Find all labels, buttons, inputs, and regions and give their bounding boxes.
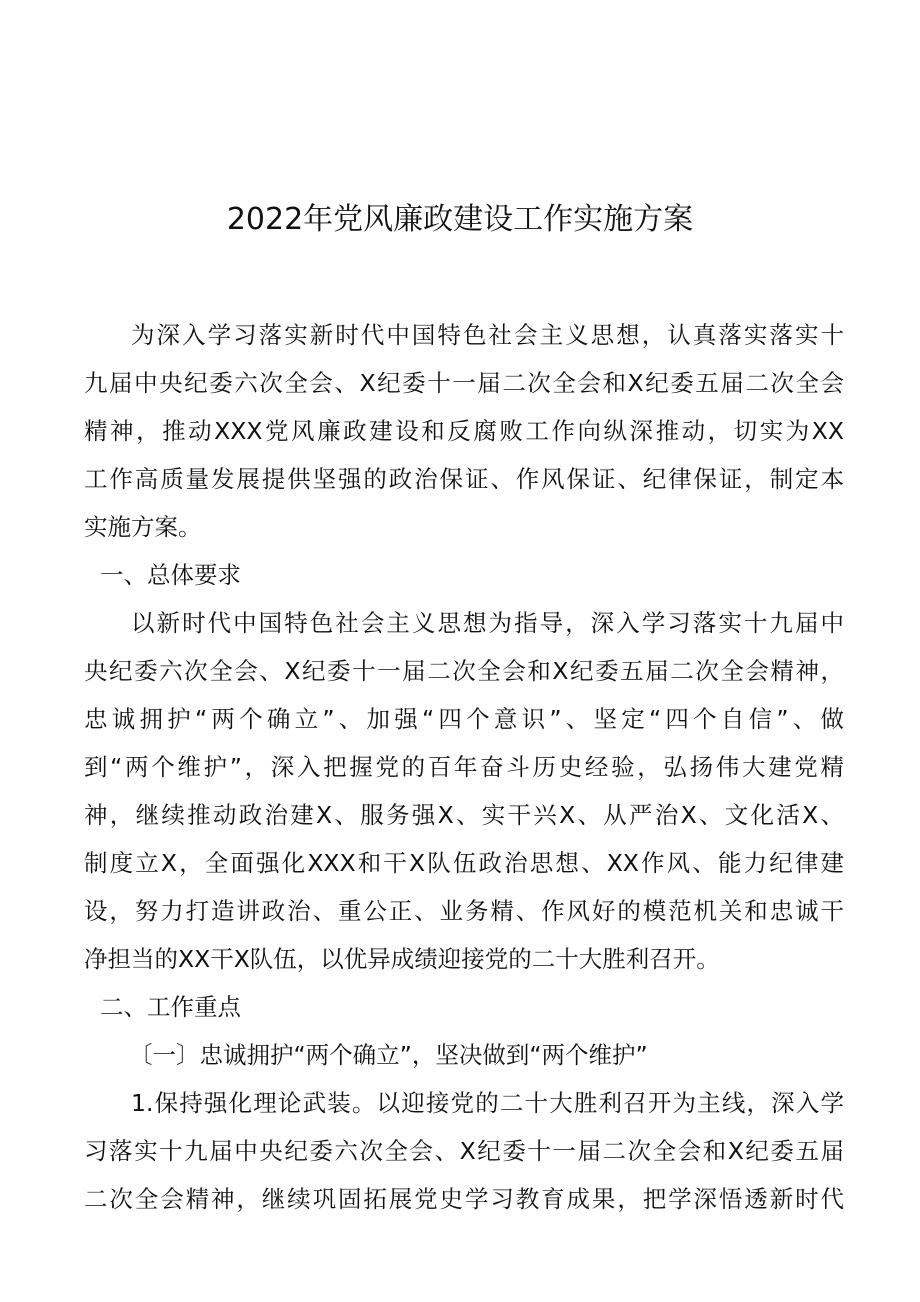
paragraph-line: 忠诚拥护“两个确立”、加强“四个意识”、坚定“四个自信”、做 bbox=[84, 705, 844, 733]
paragraph-line: 净担当的XX干X队伍，以优异成绩迎接党的二十大胜利召开。 bbox=[84, 945, 720, 973]
paragraph-line: 以新时代中国特色社会主义思想为指导，深入学习落实十九届中 bbox=[131, 609, 844, 637]
section-heading: 一、总体要求 bbox=[100, 561, 241, 589]
paragraph-line: 设，努力打造讲政治、重公正、业务精、作风好的模范机关和忠诚干 bbox=[84, 897, 844, 925]
paragraph-line: 工作高质量发展提供坚强的政治保证、作风保证、纪律保证，制定本 bbox=[84, 465, 844, 493]
paragraph-line: 精神，推动XXX党风廉政建设和反腐败工作向纵深推动，切实为XX bbox=[84, 417, 844, 445]
section-heading: 二、工作重点 bbox=[100, 993, 241, 1021]
paragraph-line: 二次全会精神，继续巩固拓展党史学习教育成果，把学深悟透新时代 bbox=[84, 1185, 844, 1213]
paragraph-line: 神，继续推动政治建X、服务强X、实干兴X、从严治X、文化活X、 bbox=[84, 801, 844, 829]
paragraph-line: 九届中央纪委六次全会、X纪委十一届二次全会和X纪委五届二次全会 bbox=[84, 369, 844, 397]
paragraph-line: 1.保持强化理论武装。以迎接党的二十大胜利召开为主线，深入学 bbox=[131, 1089, 844, 1117]
paragraph-line: 为深入学习落实新时代中国特色社会主义思想，认真落实落实十 bbox=[131, 321, 844, 349]
subsection-heading: 〔一〕忠诚拥护“两个确立”，坚决做到“两个维护” bbox=[129, 1041, 648, 1069]
paragraph-line: 习落实十九届中央纪委六次全会、X纪委十一届二次全会和X纪委五届 bbox=[84, 1137, 844, 1165]
document-title: 2022年党风廉政建设工作实施方案 bbox=[226, 202, 694, 237]
paragraph-line: 制度立X，全面强化XXX和干X队伍政治思想、XX作风、能力纪律建 bbox=[84, 849, 844, 877]
document-body bbox=[84, 311, 844, 1223]
paragraph-line: 央纪委六次全会、X纪委十一届二次全会和X纪委五届二次全会精神， bbox=[84, 657, 844, 685]
paragraph-line: 到“两个维护”，深入把握党的百年奋斗历史经验，弘扬伟大建党精 bbox=[84, 753, 844, 781]
paragraph-line: 实施方案。 bbox=[84, 513, 202, 541]
